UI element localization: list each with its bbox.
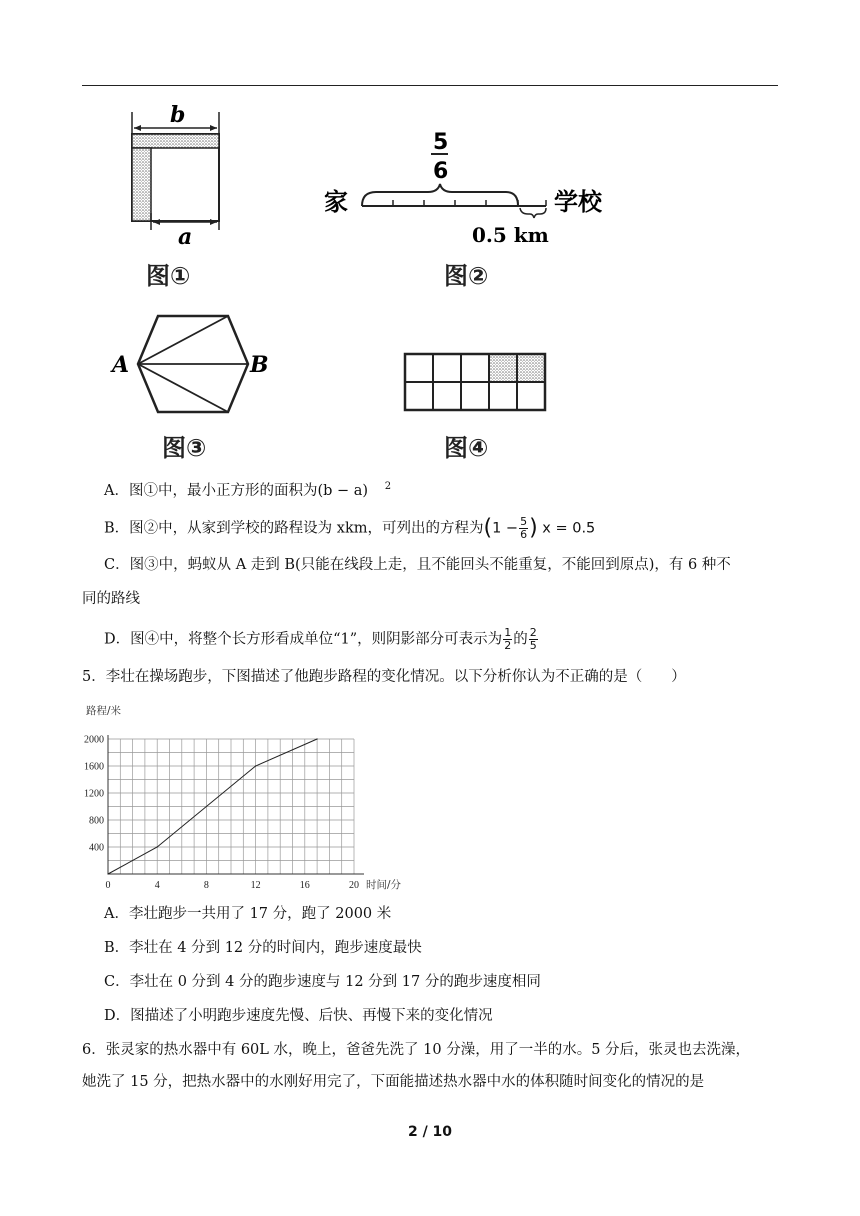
y-tick-label: 1600 [84, 761, 104, 773]
option-4d-frac1: $\frac{1}{2}$ [504, 626, 512, 652]
data-point [255, 765, 256, 766]
option-4b-tail: x = 0.5 [542, 520, 596, 537]
question-6-line2: 她洗了 15 分，把热水器中的水刚好用完了，下面能描述热水器中水的体积随时间变化的情况的是 [82, 1074, 705, 1090]
option-4d [104, 627, 539, 652]
option-5a: A．李壮跑步一共用了 17 分，跑了 2000 米 [104, 906, 392, 922]
question-5-chart [60, 698, 420, 898]
x-tick-label: 0 [105, 880, 111, 891]
option-5d: D．图描述了小明跑步速度先慢、后快、再慢下来的变化情况 [104, 1008, 493, 1024]
x-tick-label: 12 [250, 880, 261, 891]
label-B: B [250, 352, 269, 378]
header-rule [82, 85, 778, 86]
x-axis-label: 时间/分 [366, 879, 402, 891]
option-4c-line1: C．图③中，蚂蚁从 A 走到 B(只能在线段上走，且不能回头不能重复，不能回到原点)，有 6 种不 [104, 557, 731, 573]
figure-1-diagram [118, 98, 238, 248]
option-4b-text: B．图②中，从家到学校的路程设为 xkm，可列出的方程为 [104, 520, 484, 537]
y-tick-label: 2000 [84, 734, 104, 746]
data-point [157, 846, 158, 847]
figure-4-diagram [400, 350, 552, 416]
option-5b: B．李壮在 4 分到 12 分的时间内，跑步速度最快 [104, 940, 422, 956]
option-4b-one: 1 − [492, 520, 519, 537]
option-4d-mid: 的 [513, 631, 528, 648]
frac-num: 5 [433, 130, 449, 155]
label-b: b [170, 102, 186, 128]
option-4a-sup: 2 [384, 481, 392, 492]
figure-2-diagram [320, 126, 630, 246]
x-tick-label: 16 [299, 880, 310, 891]
x-tick-label: 4 [154, 880, 160, 891]
x-tick-label: 20 [349, 880, 359, 891]
figure-3-diagram [108, 308, 278, 418]
data-point [107, 873, 108, 874]
page-number: 2 / 10 [407, 1124, 453, 1140]
y-tick-label: 400 [89, 842, 104, 854]
question-5-stem: 5．李壮在操场跑步，下图描述了他跑步路程的变化情况。以下分析你认为不正确的是（ ） [82, 669, 686, 685]
label-A: A [112, 352, 130, 378]
option-4d-text: D．图④中，将整个长方形看成单位“1”，则阴影部分可表示为 [104, 631, 503, 648]
y-tick-label: 800 [89, 815, 104, 827]
y-axis-label: 路程/米 [86, 705, 122, 717]
option-4a [104, 477, 391, 501]
label-home: 家 [324, 188, 348, 216]
x-tick-label: 8 [203, 880, 209, 891]
option-4d-frac2: $\frac{2}{5}$ [529, 626, 537, 652]
label-school: 学校 [554, 188, 602, 216]
option-4a-text: A．图①中，最小正方形的面积为(b − a) [104, 482, 369, 499]
option-4c-line2: 同的路线 [82, 591, 140, 607]
label-a: a [178, 224, 193, 248]
option-4b-frac: $\frac{5}{6}$ [520, 515, 528, 541]
figure-2-caption: 图② [444, 262, 489, 290]
option-5c: C．李壮在 0 分到 4 分的跑步速度与 12 分到 17 分的跑步速度相同 [104, 974, 541, 990]
data-point [317, 738, 318, 739]
y-tick-label: 1200 [84, 788, 104, 800]
label-dist: 0.5 km [472, 223, 549, 246]
figure-3-caption: 图③ [162, 434, 207, 462]
figure-4-caption: 图④ [444, 434, 489, 462]
question-6-line1: 6．张灵家的热水器中有 60L 水，晚上，爸爸先洗了 10 分澡，用了一半的水。5 分后，张灵也去洗澡， [82, 1042, 751, 1058]
option-4b: B．图②中，从家到学校的路程设为 xkm，可列出的方程为(1 − $\frac{5}{6}$ ) x = 0.5 [104, 515, 596, 541]
frac-den: 6 [433, 159, 449, 184]
figure-1-caption: 图① [146, 262, 191, 290]
